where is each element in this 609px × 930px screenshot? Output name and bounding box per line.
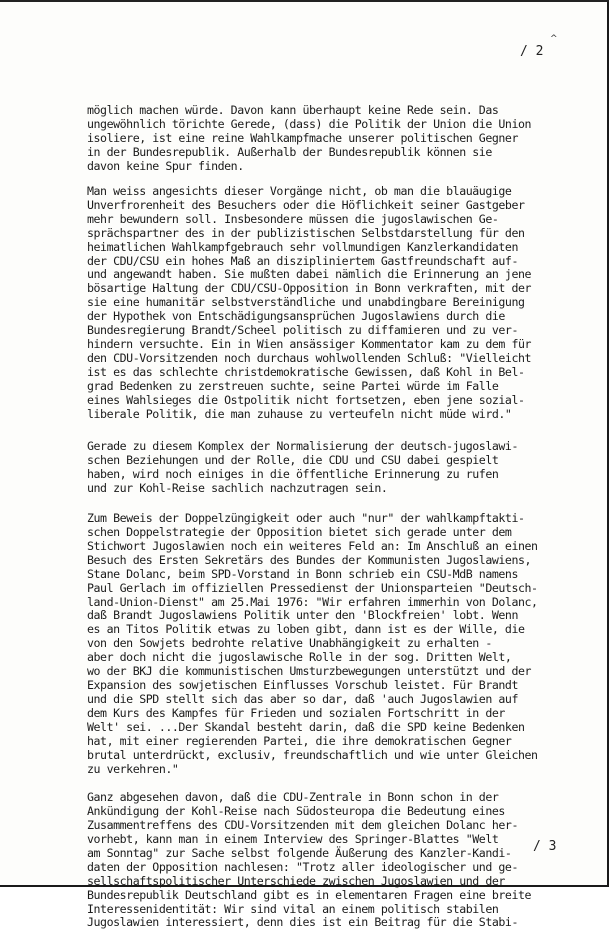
body-text	[87, 104, 587, 930]
text-line: Jugoslawien interessiert, denn dies ist ein Beitrag für die Stabi-	[87, 915, 518, 930]
text-line: und die SPD stellt sich das aber so dar, daß 'auch Jugoslawien auf	[87, 692, 518, 707]
text-line: den CDU-Vorsitzenden noch durchaus wohlwollenden Schluß: "Vielleicht	[87, 351, 532, 366]
paragraph-3	[87, 440, 587, 496]
paragraph-2	[87, 185, 587, 422]
text-line: haben, wird noch einiges in die öffentliche Erinnerung zu rufen	[87, 466, 499, 481]
text-line: vorhebt, kann man in einem Interview des Springer-Blattes "Welt	[87, 831, 499, 846]
text-line: Ankündigung der Kohl-Reise nach Südosteuropa die Bedeutung eines	[87, 803, 505, 818]
text-line: Besuch des Ersten Sekretärs des Bundes der Kommunisten Jugoslawiens,	[87, 552, 532, 567]
text-line: isoliere, ist eine reine Wahlkampfmache unserer politischen Gegner	[87, 130, 518, 145]
text-line: Gerade zu diesem Komplex der Normalisierung der deutsch-jugoslawi-	[87, 438, 518, 453]
page-marker-top: / 2	[520, 44, 544, 59]
text-line: hindern versuchte. Ein in Wien ansässiger Kommentator kam zu dem für	[87, 337, 532, 352]
text-line: heimatlichen Wahlkampfgebrauch sehr vollmundigen Kanzlerkandidaten	[87, 239, 518, 254]
corner-mark: ^	[550, 34, 558, 44]
text-line: sprächspartner des in der publizistischen Selbstdarstellung für den	[87, 225, 525, 240]
text-line: schen Doppelstrategie der Opposition bietet sich gerade unter dem	[87, 524, 512, 539]
text-line: möglich machen würde. Davon kann überhaupt keine Rede sein. Das	[87, 103, 499, 117]
page-top-edge	[0, 0, 609, 2]
text-line: land-Union-Dienst" am 25.Mai 1976: "Wir erfahren immerhin von Dolanc,	[87, 594, 538, 609]
text-line: der CDU/CSU ein hohes Maß an diszipliniertem Gastfreundschaft auf-	[87, 253, 518, 268]
text-line: wo der BKJ die kommunistischen Umsturzbewegungen unterstützt und der	[87, 664, 532, 679]
text-line: Zusammentreffens des CDU-Vorsitzenden mit dem gleichen Dolanc her-	[87, 817, 518, 832]
text-line: grad Bedenken zu zerstreuen suchte, seine Partei würde im Falle	[87, 379, 499, 394]
text-line: Interessenidentität: Wir sind vital an einem politisch stabilen	[87, 901, 499, 916]
text-line: es an Titos Politik etwas zu loben gibt, dann ist es der Wille, die	[87, 622, 525, 637]
text-line: Expansion des sowjetischen Einflusses Vorschub leistet. Für Brandt	[87, 678, 518, 693]
text-line: Bundesrepublik Deutschland gibt es in elementaren Fragen eine breite	[87, 887, 532, 902]
text-line: von den Sowjets bedrohte relative Unabhängigkeit zu erhalten -	[87, 636, 492, 651]
text-line: davon keine Spur finden.	[87, 158, 244, 173]
text-line: schen Beziehungen und der Rolle, die CDU und CSU dabei gespielt	[87, 452, 499, 467]
text-line: und zur Kohl-Reise sachlich nachzutragen sein.	[87, 480, 388, 495]
paragraph-4	[87, 512, 587, 777]
text-line: sellschaftspolitischer Unterschiede zwischen Jugoslawien und der	[87, 873, 505, 888]
text-line: eines Wahlsieges die Ostpolitik nicht fortsetzen, eben jene sozial-	[87, 393, 525, 408]
page-marker-bottom: / 3	[533, 839, 557, 854]
text-line: am Sonntag" zur Sache selbst folgende Äußerung des Kanzler-Kandi-	[87, 845, 512, 860]
text-line: in der Bundesrepublik. Außerhalb der Bundesrepublik können sie	[87, 144, 492, 159]
text-line: liberale Politik, die man zuhause zu verteufeln nicht müde wird."	[87, 407, 512, 422]
text-line: brutal unterdrückt, exclusiv, freundschaftlich und wie unter Gleichen	[87, 747, 538, 762]
text-line: aber doch nicht die jugoslawische Rolle in der sog. Dritten Welt,	[87, 650, 512, 665]
paragraph-1	[87, 104, 587, 174]
text-line: ungewöhnlich törichte Gerede, (dass) die Politik der Union die Union	[87, 116, 532, 131]
text-line: mehr bewundern soll. Insbesondere müssen die jugoslawischen Ge-	[87, 211, 499, 226]
text-line: Stane Dolanc, beim SPD-Vorstand in Bonn schrieb ein CSU-MdB namens	[87, 566, 518, 581]
text-line: und angewandt haben. Sie mußten dabei nämlich die Erinnerung an jene	[87, 267, 532, 282]
text-line: sie eine humanitär selbstverständliche und unabdingbare Bereinigung	[87, 295, 525, 310]
text-line: Stichwort Jugoslawien noch ein weiteres Feld an: Im Anschluß an einen	[87, 538, 538, 553]
text-line: ist es das schlechte christdemokratische Gewissen, daß Kohl in Bel-	[87, 365, 525, 380]
text-line: zu verkehren."	[87, 761, 179, 776]
text-line: dem Kurs des Kampfes für Frieden und sozialen Fortschritt in der	[87, 706, 505, 721]
text-line: Paul Gerlach im offiziellen Pressedienst der Unionsparteien "Deutsch-	[87, 580, 538, 595]
text-line: daten der Opposition nachlesen: "Trotz aller ideologischer und ge-	[87, 859, 518, 874]
text-line: Ganz abgesehen davon, daß die CDU-Zentrale in Bonn schon in der	[87, 789, 499, 804]
text-line: Unverfrorenheit des Besuchers oder die Höflichkeit seiner Gastgeber	[87, 197, 525, 212]
text-line: Zum Beweis der Doppelzüngigkeit oder auch "nur" der wahlkampftakti-	[87, 510, 525, 525]
text-line: Welt' sei. ...Der Skandal besteht darin, daß die SPD keine Bedenken	[87, 720, 525, 735]
paragraph-5	[87, 791, 587, 930]
text-line: daß Brandt Jugoslawiens Politik unter den 'Blockfreien' lobt. Wenn	[87, 608, 518, 623]
text-line: der Hypothek von Entschädigungsansprüchen Jugoslawiens durch die	[87, 309, 505, 324]
text-line: Bundesregierung Brandt/Scheel politisch zu diffamieren und zu ver-	[87, 323, 518, 338]
text-line: bösartige Haltung der CDU/CSU-Opposition in Bonn verkraften, mit der	[87, 281, 532, 296]
text-line: hat, mit einer regierenden Partei, die ihre demokratischen Gegner	[87, 734, 512, 749]
text-line: Man weiss angesichts dieser Vorgänge nicht, ob man die blauäugige	[87, 183, 512, 198]
